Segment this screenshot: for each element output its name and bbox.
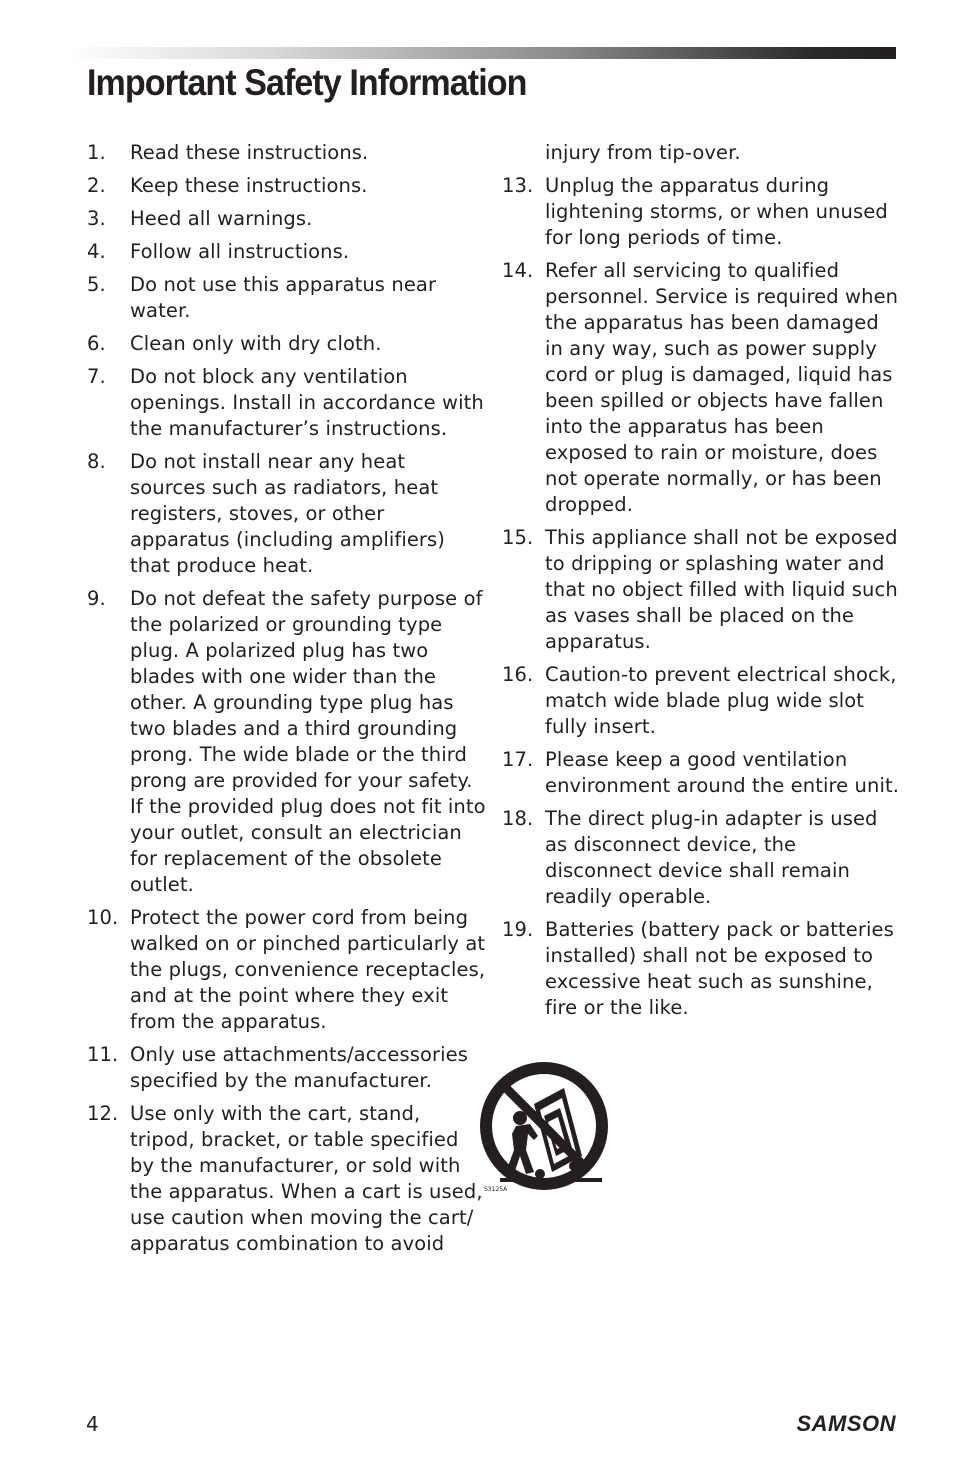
brand-logo: SAMSON xyxy=(796,1411,896,1436)
list-item xyxy=(502,806,902,910)
safety-list-left xyxy=(87,140,487,1264)
item-number: 15. xyxy=(502,526,534,549)
list-item-continuation: injury from tip-over. xyxy=(545,141,741,164)
list-item xyxy=(87,173,487,199)
item-text: Only use attachments/accessories specified by the manufacturer. xyxy=(130,1043,469,1092)
list-item xyxy=(87,140,487,166)
item-text: Read these instructions. xyxy=(130,141,369,164)
item-number: 12. xyxy=(87,1102,119,1125)
list-item xyxy=(87,364,487,442)
item-number: 10. xyxy=(87,906,119,929)
item-text: Use only with the cart, stand, tripod, bracket, or table specified by the manufacturer, or sold with the apparatus. When a cart is used, use caution when moving the cart/ apparatus combination to avoid xyxy=(130,1102,483,1255)
list-item xyxy=(502,173,902,251)
item-text: Heed all warnings. xyxy=(130,207,313,230)
list-item xyxy=(87,905,487,1035)
list-item xyxy=(87,1042,487,1094)
item-number: 19. xyxy=(502,918,534,941)
item-number: 9. xyxy=(87,587,106,610)
item-number: 18. xyxy=(502,807,534,830)
item-text: This appliance shall not be exposed to dripping or splashing water and that no object filled with liquid such as vases shall be placed on the apparatus. xyxy=(545,526,898,653)
item-text: Keep these instructions. xyxy=(130,174,368,197)
list-item xyxy=(87,586,487,898)
item-text: Do not install near any heat sources such as radiators, heat registers, stoves, or other apparatus (including amplifiers) that produce heat. xyxy=(130,450,446,577)
item-number: 14. xyxy=(502,259,534,282)
list-item xyxy=(87,272,487,324)
header-rule xyxy=(66,47,896,59)
item-text: Please keep a good ventilation environment around the entire unit. xyxy=(545,748,900,797)
item-number: 7. xyxy=(87,365,106,388)
item-text: Do not use this apparatus near water. xyxy=(130,273,437,322)
item-number: 16. xyxy=(502,663,534,686)
item-text: Unplug the apparatus during lightening storms, or when unused for long periods of time. xyxy=(545,174,888,249)
list-item xyxy=(502,258,902,518)
item-number: 3. xyxy=(87,207,106,230)
list-item xyxy=(87,206,487,232)
item-text: Clean only with dry cloth. xyxy=(130,332,382,355)
list-item xyxy=(87,449,487,579)
item-text: Caution-to prevent electrical shock, match wide blade plug wide slot fully insert. xyxy=(545,663,897,738)
list-item xyxy=(502,917,902,1021)
item-text: Refer all servicing to qualified personnel. Service is required when the apparatus has been damaged in any way, such as power supply cord or plug is damaged, liquid has been spilled or objects have fallen into the apparatus has been exposed to rain or moisture, does not operate normally, or has been dropped. xyxy=(545,259,899,516)
page-number: 4 xyxy=(86,1412,99,1436)
item-text: Batteries (battery pack or batteries installed) shall not be exposed to excessive heat such as sunshine, fire or the like. xyxy=(545,918,894,1019)
item-text: The direct plug-in adapter is used as disconnect device, the disconnect device shall remain readily operable. xyxy=(545,807,878,908)
list-item xyxy=(502,525,902,655)
item-text: Do not defeat the safety purpose of the polarized or grounding type plug. A polarized plug has two blades with one wider than the other. A grounding type plug has two blades and a third grounding prong. The wide blade or the third prong are provided for your safety. If the provided plug does not fit into your outlet, consult an electrician for replacement of the obsolete outlet. xyxy=(130,587,486,896)
list-item xyxy=(502,662,902,740)
symbol-caption: S3125A xyxy=(484,1186,508,1193)
page-title: Important Safety Information xyxy=(87,62,527,103)
item-number: 4. xyxy=(87,240,106,263)
list-item xyxy=(87,331,487,357)
item-number: 1. xyxy=(87,141,106,164)
item-number: 6. xyxy=(87,332,106,355)
item-number: 11. xyxy=(87,1043,119,1066)
item-number: 13. xyxy=(502,174,534,197)
item-text: Do not block any ventilation openings. Install in accordance with the manufacturer’s instructions. xyxy=(130,365,484,440)
item-text: Protect the power cord from being walked on or pinched particularly at the plugs, convenience receptacles, and at the point where they exit from the apparatus. xyxy=(130,906,486,1033)
cart-tip-over-warning-icon xyxy=(478,1060,612,1196)
safety-list-right xyxy=(502,140,902,1028)
list-item xyxy=(87,1101,487,1257)
item-number: 8. xyxy=(87,450,106,473)
item-number: 2. xyxy=(87,174,106,197)
item-text: Follow all instructions. xyxy=(130,240,350,263)
item-number: 17. xyxy=(502,748,534,771)
list-item xyxy=(87,239,487,265)
list-item xyxy=(502,747,902,799)
item-number: 5. xyxy=(87,273,106,296)
